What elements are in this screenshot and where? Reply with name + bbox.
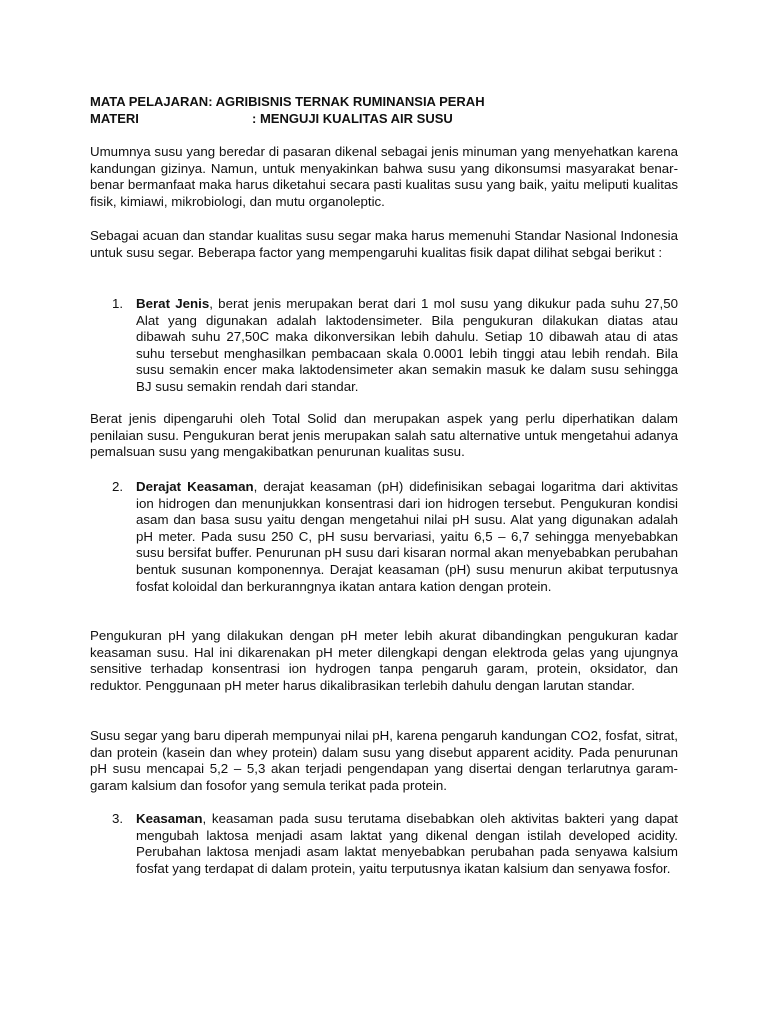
list-item-body [136, 296, 678, 396]
list-item-text: , derajat keasaman (pH) didefinisikan sebagai logaritma dari aktivitas ion hidrogen dan menunjukkan konsentrasi dari ion hidrogen tersebut. Pengukuran kondisi asam dan basa susu yaitu dengan mengetahui nilai pH susu. Alat yang digunakan adalah pH meter. Pada susu 250 C, pH susu bervariasi, yaitu 6,5 – 6,7 sehingga menyebabkan susu bersifat buffer. Penurunan pH susu dari kisaran normal akan menyebabkan perubahan bentuk susunan komponennya. Derajat keasaman (pH) susu menurun akibat terputusnya fosfat koloidal dan berkuranngnya ikatan antara kation dengan protein. [136, 479, 678, 594]
subject-title: MATA PELAJARAN: AGRIBISNIS TERNAK RUMINANSIA PERAH [90, 94, 485, 109]
list-item-text: , berat jenis merupakan berat dari 1 mol susu yang dikukur pada suhu 27,50 Alat yang digunakan adalah laktodensimeter. Bila pengukuran dilakukan diatas atau dibawah suhu 27,50C maka dikonversikan lebih dahulu. Setiap 10 dibawah atau di atas suhu tersebut menghasilkan pembacaan skala 0.0001 lebih tinggi atau lebih rendah. Bila susu semakin encer maka laktodensimeter akan semakin masuk ke dalam susu sehingga BJ susu semakin rendah dari standar. [136, 296, 678, 394]
list-item-number: 1. [112, 296, 124, 311]
list-item-title: Derajat Keasaman [136, 479, 254, 494]
list-item-body [136, 479, 678, 595]
list-item-number: 3. [112, 811, 124, 826]
materi-value: : MENGUJI KUALITAS AIR SUSU [252, 110, 453, 126]
list-item-title: Keasaman [136, 811, 203, 826]
ph-meter-paragraph: Pengukuran pH yang dilakukan dengan pH meter lebih akurat dibandingkan pengukuran kadar keasaman susu. Hal ini dikarenakan pH meter dilengkapi dengan elektroda gelas yang ujungnya sensitive terhadap konsentrasi ion hydrogen tanpa pengaruh garam, protein, oksidator, dan reduktor. Penggunaan pH meter harus dikalibrasikan terlebih dahulu dengan larutan standar. [90, 628, 678, 693]
fresh-milk-paragraph: Susu segar yang baru diperah mempunyai nilai pH, karena pengaruh kandungan CO2, fosfat, sitrat, dan protein (kasein dan whey protein) dalam susu yang disebut apparent acidity. Pada penurunan pH susu mencapai 5,2 – 5,3 akan terjadi pengendapan yang disertai dengan terlarutnya garam-garam kalsium dan fosofor yang semula terikat pada protein. [90, 728, 678, 793]
subject-line [90, 94, 690, 111]
list-item-number: 2. [112, 479, 124, 494]
materi-label: MATERI [90, 110, 139, 126]
list-item-title: Berat Jenis [136, 296, 210, 311]
list-item-derajat-keasaman [112, 479, 678, 595]
materi-line [90, 111, 690, 128]
intro-paragraph: Umumnya susu yang beredar di pasaran dikenal sebagai jenis minuman yang menyehatkan karena kandungan gizinya. Namun, untuk menyakinkan bahwa susu yang dikonsumsi masyarakat benar-benar bermanfaat maka harus diketahui secara pasti kualitas susu yang baik, yaitu meliputi kualitas fisik, kimiawi, mikrobiologi, dan mutu organoleptic. [90, 144, 678, 209]
document-header [90, 94, 690, 127]
list-item-body [136, 811, 678, 877]
list-item-text: , keasaman pada susu terutama disebabkan oleh aktivitas bakteri yang dapat mengubah laktosa menjadi asam laktat yang dikenal dengan istilah developed acidity. Perubahan laktosa menjadi asam laktat menyebabkan perubahan pada senyawa kalsium fosfat yang terdapat di dalam protein, yaitu terputusnya ikatan kalsium dan senyawa fosfor. [136, 811, 678, 876]
list-item-berat-jenis [112, 296, 678, 396]
berat-jenis-paragraph: Berat jenis dipengaruhi oleh Total Solid dan merupakan aspek yang perlu diperhatikan dalam penilaian susu. Pengukuran berat jenis merupakan salah satu alternative untuk mengetahui adanya pemalsuan susu yang mengakibatkan penurunan kualitas susu. [90, 411, 678, 460]
list-item-keasaman [112, 811, 678, 877]
standard-paragraph: Sebagai acuan dan standar kualitas susu segar maka harus memenuhi Standar Nasional Indonesia untuk susu segar. Beberapa factor yang mempengaruhi kualitas fisik dapat dilihat sebgai berikut : [90, 228, 678, 260]
